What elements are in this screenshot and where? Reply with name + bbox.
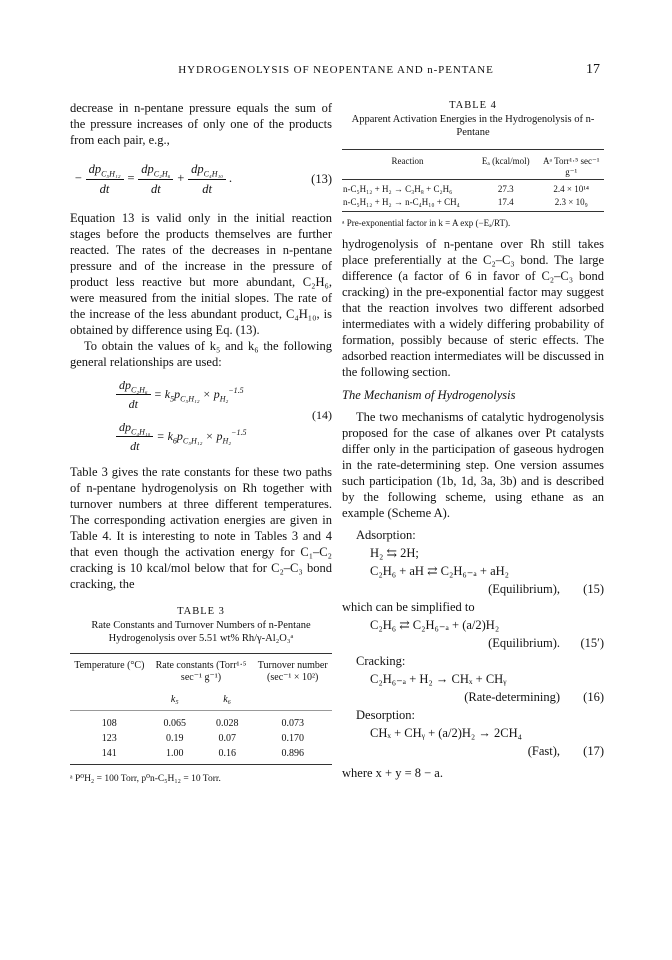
equation-13: − $\frac{dp_{C_5H_{12}}}{dt}$ = $\frac{dp_{C_2H_6}}{dt}$ + $\frac{dp_{C_4H_{10}}}{dt}$ . (13) xyxy=(74,162,332,196)
equation-number: (16) xyxy=(583,690,604,704)
column-subheader: k₅ xyxy=(170,694,179,705)
equation-note: (Equilibrium), xyxy=(488,582,560,596)
equation-14: $\frac{dp_{C_2H_6}}{dt}$ = $k_5p_{C_5H_{12}} \times p_{H_2}^{-1.5}$ $\frac{dp_{C_4H_{10}}}{dt}$ = $k_6p_{C_5H_{12}} \times p_{H_2}^{-1.5}$ (14) xyxy=(70,374,332,460)
table-row: n-C₅H₁₂ + H₂ → C₃H₈ + C₂H₆ 27.3 2.4 × 10¹⁴ xyxy=(342,180,604,197)
table-row: 123 0.19 0.07 0.170 xyxy=(101,733,304,744)
paragraph: Equation 13 is valid only in the initial reaction stages before the products themselves are further reacted. The rates of the decreases in n-pentane pressure and of the increase in the pressure of product less reactive but more abundant, C₂H₆, were measured from the initial slopes. The rate of the increase of the less abundant product, C₄H₁₀, is obtained by difference using Eq. (13). xyxy=(70,211,332,337)
table-footnote: ᵃ Pre-exponential factor in k = A exp (−Eₐ/RT). xyxy=(342,218,511,228)
table-footnote: ᵃ P⁰H₂ = 100 Torr, p⁰n-C₅H₁₂ = 10 Torr. xyxy=(70,774,221,784)
column-header: Eₐ (kcal/mol) xyxy=(473,150,539,180)
equation: CHₓ + CHᵧ + (a/2)H₂ → 2CH₄ xyxy=(370,726,522,740)
equation-number: (15) xyxy=(583,582,604,596)
mechanism-scheme xyxy=(342,527,604,781)
equation-number: (13) xyxy=(311,172,332,186)
paragraph: where x + y = 8 − a. xyxy=(342,766,443,780)
paragraph: which can be simplified to xyxy=(342,600,475,614)
column-header: Temperature (°C) xyxy=(70,654,149,686)
equation: C₂H₆₋ₐ + H₂ → CHₓ + CHᵧ xyxy=(370,672,507,686)
equation-note: (Rate-determining) xyxy=(464,690,560,704)
equation-number: (14) xyxy=(312,408,332,422)
paragraph: To obtain the values of k₅ and k₆ the following general relationships are used: xyxy=(70,339,332,369)
table-title: TABLE 4 xyxy=(449,100,497,111)
left-column xyxy=(70,100,332,784)
table-4 xyxy=(342,100,604,228)
table-title: TABLE 3 xyxy=(177,606,225,617)
paragraph: decrease in n-pentane pressure equals the sum of the pressure increases of only one of the products from each pair, e.g., xyxy=(70,101,332,147)
equation-note: (Equilibrium). xyxy=(488,636,560,650)
table-3 xyxy=(70,606,332,784)
equation: C₂H₆ ⇄ C₂H₆₋ₐ + (a/2)H₂ xyxy=(370,618,500,632)
column-header: Aᵃ Torr¹·⁵ sec⁻¹ g⁻¹ xyxy=(539,150,605,180)
column-subheader: k₆ xyxy=(223,694,232,705)
column-header: Reaction xyxy=(342,150,473,180)
paragraph: Table 3 gives the rate constants for these two paths of n-pentane hydrogenolysis on Rh together with turnover numbers at three different temperatures. The corresponding activation energies are given in Table 4. It is interesting to note in Tables 3 and 4 that even though the activation energy for C₁–C₂ cracking is 10 kcal/mol below that for C₂–C₃ bond cracking, the xyxy=(70,465,332,591)
equation-number: (15′) xyxy=(580,636,604,650)
column-header: Rate constants (Torr¹·⁵ sec⁻¹ g⁻¹) xyxy=(149,654,254,686)
paragraph: hydrogenolysis of n-pentane over Rh still takes place preferentially at the C₂–C₃ bond. The large difference (a factor of 6 in favor of C₂–C₃ bond cracking) in the pre-exponential factor may suggest that the reaction involves two different adsorbed intermediates with a widely differing probability of formation, possibly because of steric effects. The adsorbed reaction intermediates will be discussed in the following section. xyxy=(342,237,604,379)
equation-note: (Fast), xyxy=(527,744,560,758)
equation: C₂H₆ + aH ⇄ C₂H₆₋ₐ + aH₂ xyxy=(370,564,510,578)
step-label: Adsorption: xyxy=(356,528,416,542)
table-caption: Apparent Activation Energies in the Hydrogenolysis of n-Pentane xyxy=(351,114,595,138)
section-title: The Mechanism of Hydrogenolysis xyxy=(342,388,516,402)
step-label: Desorption: xyxy=(356,708,416,722)
right-column xyxy=(342,100,604,783)
equation-number: (17) xyxy=(583,744,604,758)
step-label: Cracking: xyxy=(356,654,406,668)
table-row: 108 0.065 0.028 0.073 xyxy=(70,711,332,732)
running-title: HYDROGENOLYSIS OF NEOPENTANE AND n-PENTANE xyxy=(178,64,494,76)
table-row: n-C₅H₁₂ + H₂ → n-C₄H₁₀ + CH₄ 17.4 2.3 × 10₉ xyxy=(342,196,604,212)
page-number: 17 xyxy=(586,62,600,77)
table-row: 141 1.00 0.16 0.896 xyxy=(70,746,332,765)
column-header: Turnover number (sec⁻¹ × 10²) xyxy=(253,654,332,686)
equation: H₂ ⇆ 2H; xyxy=(370,546,419,560)
paragraph: The two mechanisms of catalytic hydrogenolysis proposed for the case of alkanes over Pt catalysts differ only in the participation of gaseous hydrogen in the rate-determining step. One version assumes such participation (1b, 1d, 3a, 3b) and is described by the following scheme, using ethane as an example (Scheme A). xyxy=(342,410,604,520)
table-caption: Rate Constants and Turnover Numbers of n-Pentane Hydrogenolysis over 5.51 wt% Rh/γ-Al₂O₃ᵃ xyxy=(91,620,311,644)
